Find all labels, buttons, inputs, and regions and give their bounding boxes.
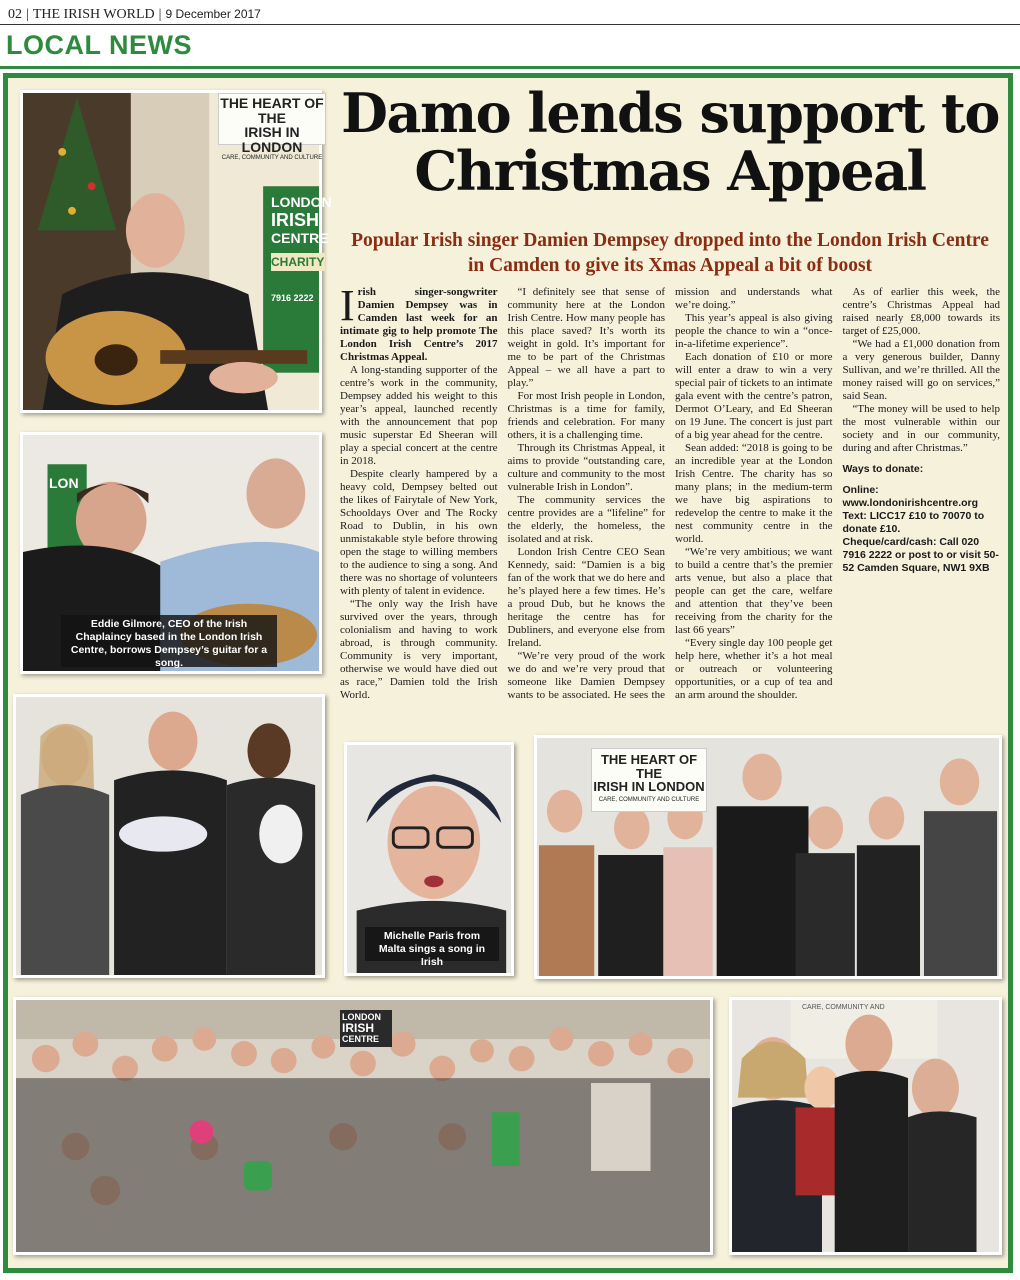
photo5-banner: [591, 748, 707, 812]
article-lead-text: rish singer-songwriter Damien Dempsey was in Camden last week for an intimate gig to help promote The London Irish Centre’s 2017 Christmas Appeal.: [340, 286, 498, 363]
photo1-sign-line3: CENTRE: [271, 230, 329, 246]
article-paragraph: Each donation of £10 or more will enter a draw to win a very special pair of tickets to an intimate gala event with the centre’s patron, Dermot O’Leary, and Ed Sheeran on 19 June. The concert is just part of a big year ahead for the centre.: [675, 351, 833, 441]
article-headline: Damo lends support to Christmas Appeal: [341, 81, 999, 203]
article-paragraph: For most Irish people in London, Christmas is a time for family, friends and celebration. For many others, it is a challenging time.: [507, 390, 665, 441]
article-paragraph: London Irish Centre CEO Sean Kennedy, said: “Damien is a big fan of the work that we do here and he’s played here a few times. He’s a proud Dub, but he knows the heritage the centre has for Dubliners, and everyone else from Ireland.: [507, 546, 665, 649]
photo5-banner-line2: IRISH IN LONDON: [593, 779, 705, 795]
photo6-sign-line1: LONDON: [342, 1012, 381, 1022]
article-paragraph: “We had a £1,000 donation from a very generous builder, Danny Sullivan, and we’re thrilled. All the money raised will go on services,” said Sean.: [842, 338, 1000, 402]
photo6-sign: [340, 1010, 392, 1047]
photo1-banner-line1: THE HEART OF THE: [220, 95, 324, 126]
photo1-sign-line1: LONDON: [271, 194, 332, 210]
photo6-sign-line2: IRISH: [342, 1021, 375, 1035]
photo-eddie-gilmore: [20, 432, 322, 674]
masthead-rule: [0, 24, 1020, 25]
photo1-sign-phone: 7916 2222: [271, 293, 314, 303]
issue-date: 9 December 2017: [165, 7, 261, 21]
photo1-sign-line2: IRISH: [271, 210, 320, 230]
article-paragraph: “Every single day 100 people get help here, whether it’s a hot meal or outreach or volunteering opportunities, or a cup of tea and an arm around the shoulder.: [675, 637, 833, 701]
donate-online-label: Online:: [842, 484, 879, 496]
section-rule: [0, 66, 1020, 69]
dropcap: I: [340, 281, 355, 330]
photo-michelle-paris: [344, 742, 514, 976]
article-paragraph: Sean added: “2018 is going to be an incredible year at the London Irish Centre. The charity has so many plans; in the medium-term we have big aspirations to redevelop the centre to make it the nest community centre in the world.: [675, 442, 833, 545]
photo-dempsey-guitar: [20, 90, 332, 413]
article-paragraph: A long-standing supporter of the centre’s work in the community, Dempsey added his weight to this year’s appeal, launched recently with the announcement that pop music superstar Ed Sheeran will play a special concert at the centre in 2018.: [340, 364, 498, 467]
article-paragraph: Through its Christmas Appeal, it aims to provide “outstanding care, culture and community to the most vulnerable Irish in London”.: [507, 442, 665, 493]
photo1-banner: [218, 93, 326, 161]
article-paragraph: The community services the centre provides are a “lifeline” for the elderly, the homeless, the isolated and at risk.: [507, 494, 665, 545]
photo5-banner-sub: CARE, COMMUNITY AND CULTURE: [598, 796, 700, 803]
photo2-caption: Eddie Gilmore, CEO of the Irish Chaplaincy based in the London Irish Centre, borrows Dempsey’s guitar for a song.: [61, 615, 277, 667]
publication-name: THE IRISH WORLD: [32, 7, 155, 22]
photo-crowd: [13, 997, 713, 1255]
donate-heading: Ways to donate:: [842, 463, 924, 475]
article-paragraph: “The money will be used to help the most vulnerable within our society and in our community, during and after Christmas.”: [842, 403, 1000, 454]
donate-text-line: Text: LICC17 £10 to 70070 to donate £10.: [842, 510, 985, 535]
photo1-banner-line2: IRISH IN LONDON: [241, 124, 303, 156]
donate-online-url[interactable]: www.londonirishcentre.org: [842, 497, 979, 509]
photo6-sign-line3: CENTRE: [342, 1034, 380, 1044]
article-paragraph: This year’s appeal is also giving people the chance to win a “once-in-a-lifetime experience”.: [675, 312, 833, 350]
article-paragraph: As of earlier this week, the centre’s Christmas Appeal had raised nearly £8,000 towards its target of £25,000.: [842, 286, 1000, 337]
article-body: [340, 281, 1000, 722]
photo4-caption: Michelle Paris from Malta sings a song in Irish: [365, 927, 499, 961]
photo1-sign-line4: CHARITY: [271, 255, 325, 269]
article-paragraph: “We’re very proud of the work we do and we’re very proud that someone like Damien Dempsey wants to be associated. He sees the mission and understands what we’re doing.”: [507, 286, 833, 701]
masthead: 02 | THE IRISH WORLD | 9 December 2017: [8, 7, 261, 22]
article-standfirst: Popular Irish singer Damien Dempsey dropped into the London Irish Centre in Camden to give its Xmas Appeal a bit of boost: [351, 230, 989, 276]
photo1-banner-sub: CARE, COMMUNITY AND CULTURE: [221, 154, 323, 161]
article-paragraph: Despite clearly hampered by a heavy cold, Dempsey belted out the likes of Fairytale of New York, Schooldays Over and The Rocky Road to Dublin, in his own unmistakable style before throwing open the stage to willing members to the audience to sing a song. And there was no shortage of volunteers with plenty of talent in evidence.: [340, 468, 498, 597]
photo1-sign: [271, 193, 332, 307]
article-paragraph: “The only way the Irish have survived over the years, through colonialism and having to work abroad, is through community. Community is very important, otherwise we would have died out as race,” Damien told the Irish World.: [340, 598, 498, 701]
photo2-sign: LON: [49, 475, 79, 491]
photo-scene: [732, 1000, 999, 1252]
page-number: 02: [8, 7, 22, 22]
article-paragraph: “I definitely see that sense of community here at the London Irish Centre. How many people has this place saved? It’s worth its weight in gold. It’s important for me to be part of the Christmas Appeal – we all have a part to play.”: [507, 286, 665, 389]
donate-cheque-line: Cheque/card/cash: Call 020 7916 2222 or post to or visit 50-52 Camden Square, NW1 9XB: [842, 536, 999, 574]
article-paragraph: “We’re very ambitious; we want to build a centre that’s the premier arts venue, but also a place that people can get the care, welfare and attention that they’ve been receiving from the charity for the last 66 years”: [675, 546, 833, 636]
photo-staff-lineup: [534, 735, 1002, 979]
photo5-banner-line1: THE HEART OF THE: [600, 752, 698, 781]
photo-group-babies: [13, 694, 325, 978]
photo-family-child: [729, 997, 1002, 1255]
photo7-banner-sub: CARE, COMMUNITY AND: [802, 1004, 885, 1011]
section-label: LOCAL NEWS: [6, 30, 192, 60]
photo-scene: [16, 697, 322, 975]
article-lead-paragraph: [340, 281, 498, 364]
